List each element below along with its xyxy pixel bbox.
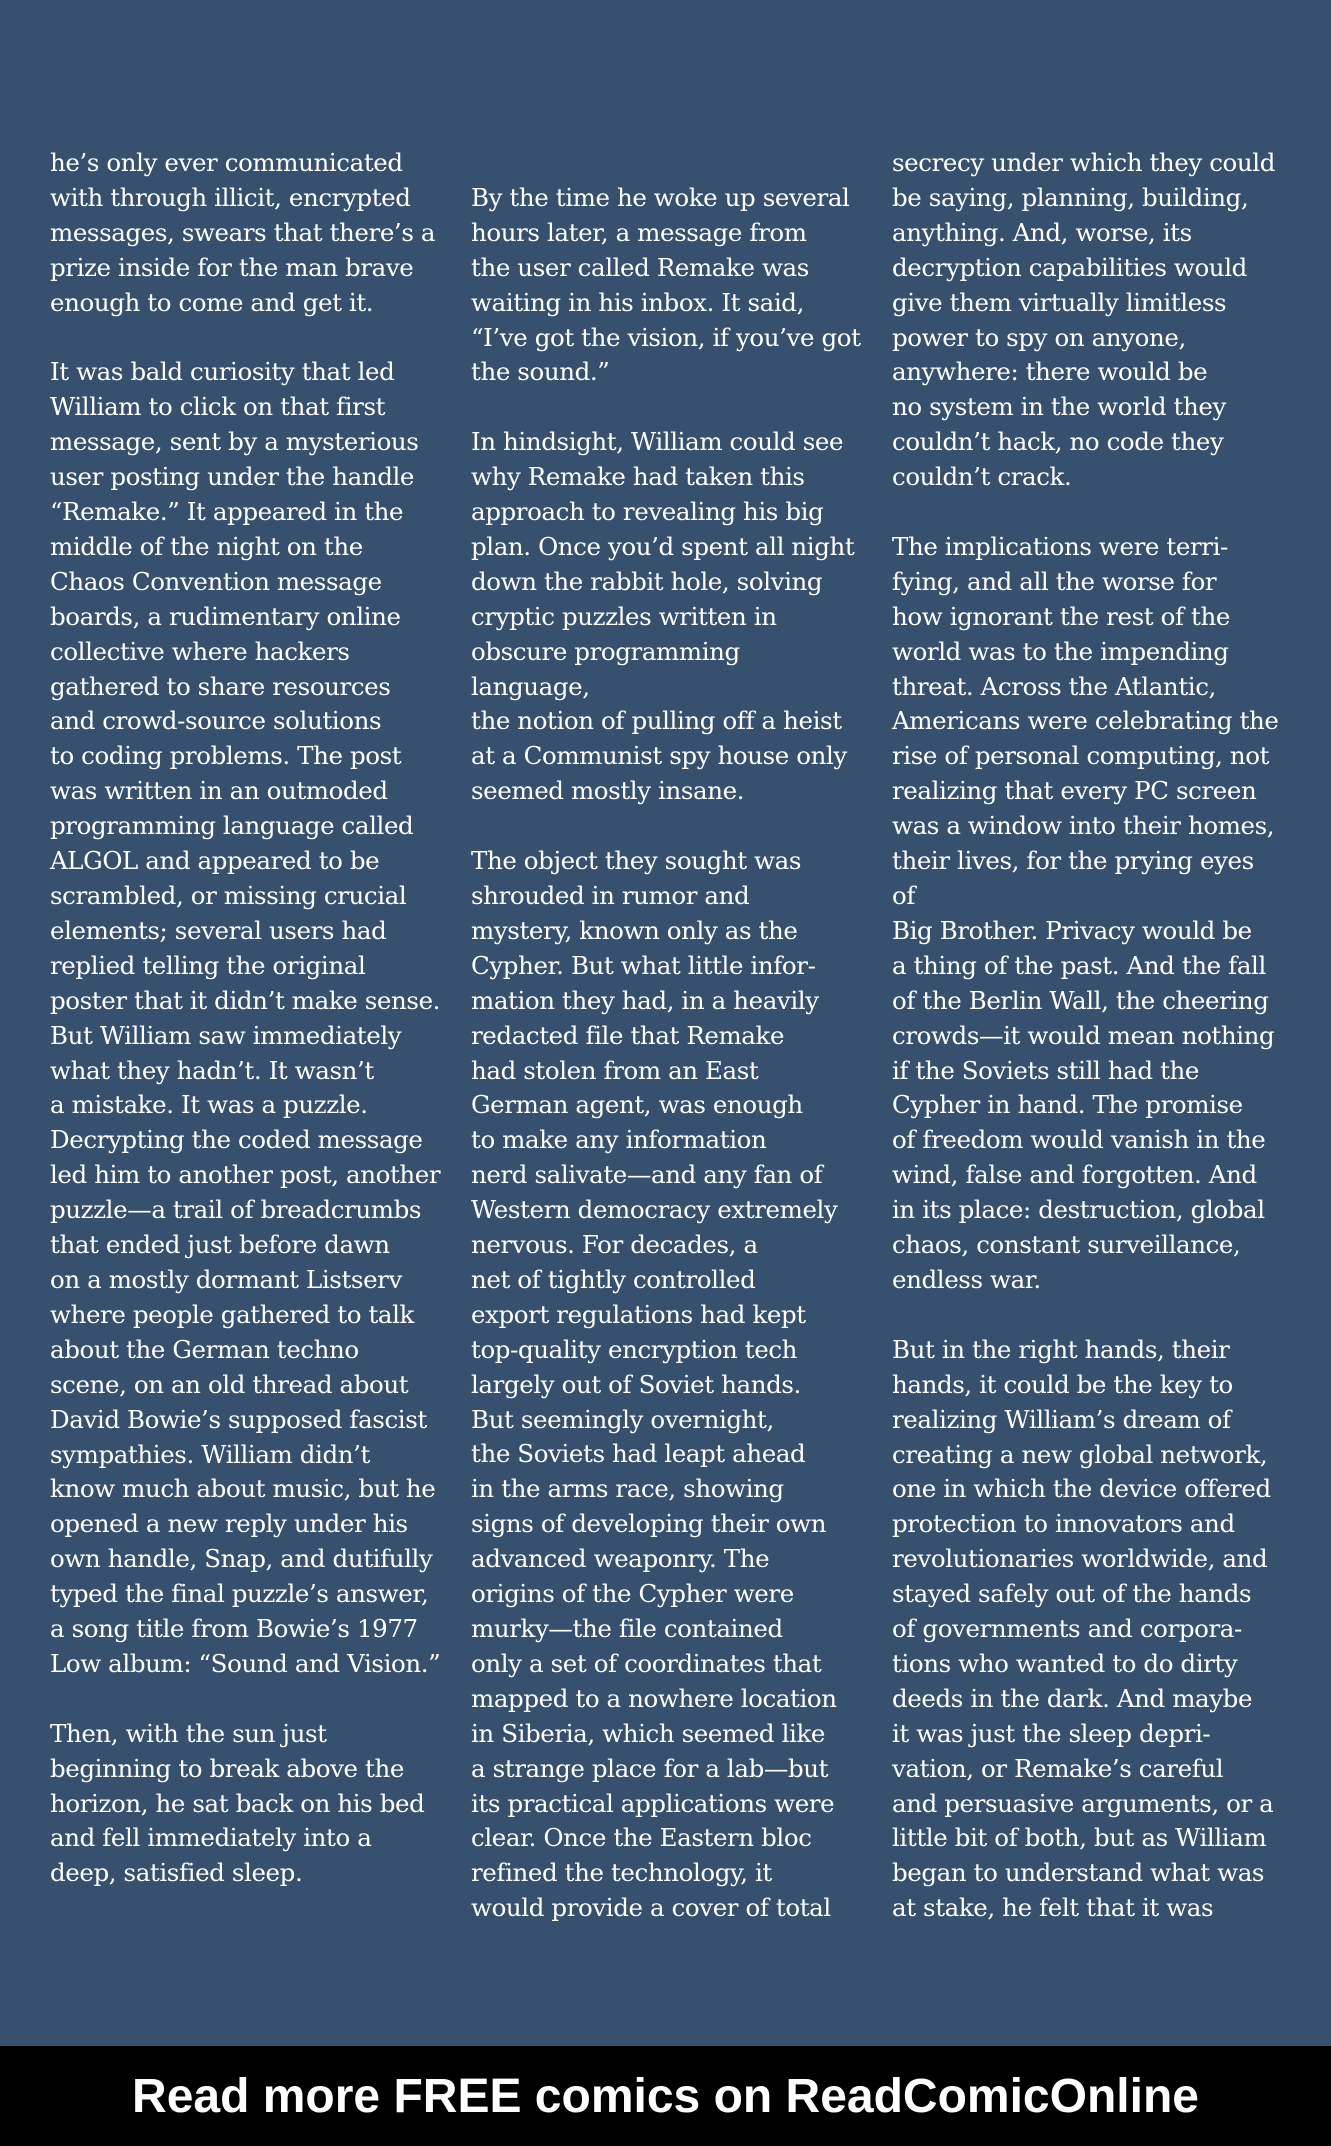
paragraph: By the time he woke up several hours later, a message from the user called Remake was waiting in his inbox. It said, “I’ve got the vision, if you’ve got the sound.” <box>471 182 861 387</box>
paragraph: It was bald curiosity that led William to click on that first message, sent by a mysterious user posting under the handle “Remake.” It appeared in the middle of the night on the Chaos Convention message boards, a rudimentary online collective where hackers gathered to share resources and crowd-source solutions to coding problems. The post was written in an outmoded programming language called ALGOL and appeared to be scrambled, or missing crucial elements; several users had replied telling the original poster that it didn’t make sense. But William saw immediately what they hadn’t. It wasn’t a mistake. It was a puzzle. Decrypting the coded message led him to another post, another puzzle—a trail of breadcrumbs that ended just before dawn on a mostly dormant Listserv where people gathered to talk about the German techno scene, on an old thread about David Bowie’s supposed fascist sympathies. William didn’t know much about music, but he opened a new reply under his own handle, Snap, and dutifully typed the final puzzle’s answer, a song title from Bowie’s 1977 Low album: “Sound and Vision.” <box>50 357 441 1678</box>
paragraph: The object they sought was shrouded in rumor and mystery, known only as the Cypher. But what little infor- mation they had, in a heavily redacted file that Remake had stolen from an East German agent, was enough to make any information nerd salivate—and any fan of Western democracy extremely nervous. For decades, a net of tightly controlled export regulations had kept top-quality encryption tech largely out of Soviet hands. But seemingly overnight, the Soviets had leapt ahead in the arms race, showing signs of developing their own advanced weaponry. The origins of the Cypher were murky—the file contained only a set of coordinates that mapped to a nowhere location in Siberia, which seemed like a strange place for a lab—but its practical applications were clear. Once the Eastern bloc refined the technology, it would provide a cover of total <box>471 846 838 1923</box>
paragraph: But in the right hands, their hands, it could be the key to realizing William’s dream of creating a new global network, one in which the device offered protection to innovators and revolutionaries worldwide, and stayed safely out of the hands of governments and corpora- tions who wanted to do dirty deeds in the dark. And maybe it was just the sleep depri- vation, or Remake’s careful and persuasive arguments, or a little bit of both, but as William began to understand what was at stake, he felt that it was <box>892 1334 1274 1923</box>
paragraph: In hindsight, William could see why Remake had taken this approach to revealing his big plan. Once you’d spent all night down the rabbit hole, solving cryptic puzzles written in obscure programming language, the notion of pulling off a heist at a Communist spy house only seemed mostly insane. <box>471 427 855 806</box>
paragraph: secrecy under which they could be saying, planning, building, anything. And, worse, its decryption capabilities would give them virtually limitless power to spy on anyone, anywhere: there would be no system in the world they couldn’t hack, no code they couldn’t crack. <box>892 148 1275 492</box>
paragraph: he’s only ever communicated with through illicit, encrypted messages, swears that there’s a prize inside for the man brave enough to come and get it. <box>50 148 436 317</box>
text-column-3 <box>892 146 1284 1926</box>
text-column-2 <box>471 146 863 1926</box>
paragraph: Then, with the sun just beginning to break above the horizon, he sat back on his bed and fell immediately into a deep, satisfied sleep. <box>50 1718 425 1888</box>
footer-link-text[interactable]: Read more FREE comics on ReadComicOnline <box>132 2069 1199 2123</box>
paragraph: The implications were terri- fying, and all the worse for how ignorant the rest of the world was to the impending threat. Across the Atlantic, Americans were celebrating the rise of personal computing, not realizing that every PC screen was a window into their homes, their lives, for the prying eyes of Big Brother. Privacy would be a thing of the past. And the fall of the Berlin Wall, the cheering crowds—it would mean nothing if the Soviets still had the Cypher in hand. The promise of freedom would vanish in the wind, false and forgotten. And in its place: destruction, global chaos, constant surveillance, endless war. <box>892 531 1279 1294</box>
footer-banner[interactable] <box>0 2046 1331 2146</box>
text-column-1 <box>50 146 442 1891</box>
